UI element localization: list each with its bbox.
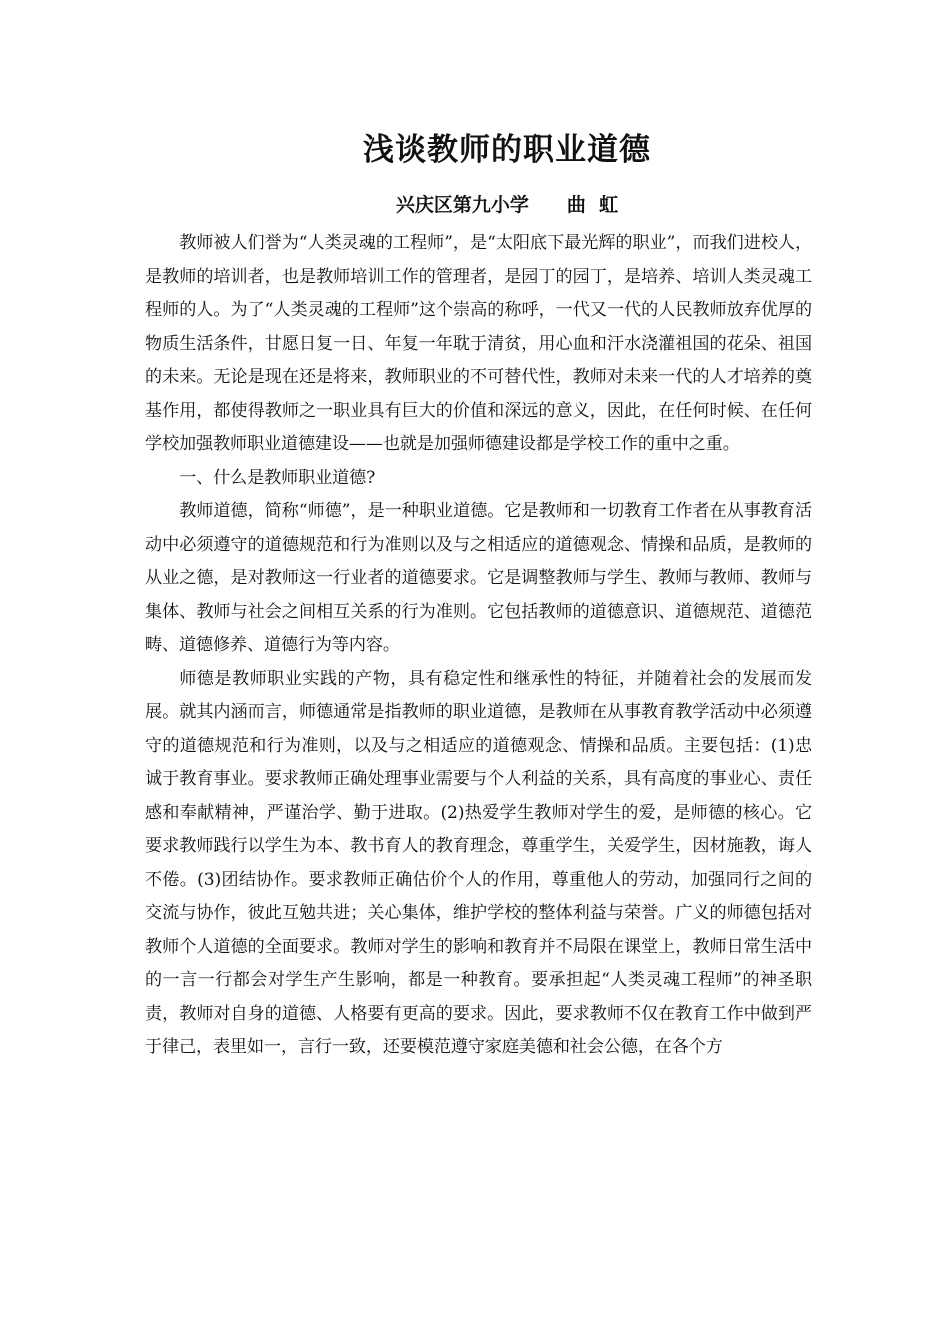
paragraph-definition: 教师道德，简称“师德”，是一种职业道德。它是教师和一切教育工作者在从事教育活动中必须遵守的道德规范和行为准则以及与之相适应的道德观念、情操和品质，是教师的从业之德，是对教师这一行业者的道德要求。它是调整教师与学生、教师与教师、教师与集体、教师与社会之间相互关系的行为准则。它包括教师的道德意识、道德规范、道德范畴、道德修养、道德行为等内容。 [145,501,812,655]
author-line [0,190,950,220]
document-body [145,227,812,1065]
section-heading-1: 一、什么是教师职业道德? [179,467,376,488]
author-name: 曲 虹 [566,194,619,216]
author-school: 兴庆区第九小学 [395,194,529,216]
paragraph-connotation: 师德是教师职业实践的产物，具有稳定性和继承性的特征，并随着社会的发展而发展。就其内涵而言，师德通常是指教师的职业道德，是教师在从事教育教学活动中必须遵守的道德规范和行为准则，以及与之相适应的道德观念、情操和品质。主要包括：(1)忠诚于教育事业。要求教师正确处理事业需要与个人利益的关系，具有高度的事业心、责任感和奉献精神，严谨治学、勤于进取。(2)热爱学生教师对学生的爱，是师德的核心。它要求教师践行以学生为本、教书育人的教育理念，尊重学生，关爱学生，因材施教，诲人不倦。(3)团结协作。要求教师正确估价个人的作用，尊重他人的劳动，加强同行之间的交流与协作，彼此互勉共进；关心集体，维护学校的整体利益与荣誉。广义的师德包括对教师个人道德的全面要求。教师对学生的影响和教育并不局限在课堂上，教师日常生活中的一言一行都会对学生产生影响，都是一种教育。要承担起“人类灵魂工程师”的神圣职责，教师对自身的道德、人格要有更高的要求。因此，要求教师不仅在教育工作中做到严于律己，表里如一，言行一致，还要模范遵守家庭美德和社会公德，在各个方 [145,668,812,1057]
paragraph-intro: 教师被人们誉为“人类灵魂的工程师”，是“太阳底下最光辉的职业”，而我们进校人，是教师的培训者，也是教师培训工作的管理者，是园丁的园丁，是培养、培训人类灵魂工程师的人。为了“人类灵魂的工程师”这个崇高的称呼，一代又一代的人民教师放弃优厚的物质生活条件，甘愿日复一日、年复一年耽于清贫，用心血和汗水浇灌祖国的花朵、祖国的未来。无论是现在还是将来，教师职业的不可替代性，教师对未来一代的人才培养的奠基作用，都使得教师之一职业具有巨大的价值和深远的意义，因此，在任何时候、在任何学校加强教师职业道德建设——也就是加强师德建设都是学校工作的重中之重。 [145,233,812,454]
document-title: 浅谈教师的职业道德 [363,132,651,168]
